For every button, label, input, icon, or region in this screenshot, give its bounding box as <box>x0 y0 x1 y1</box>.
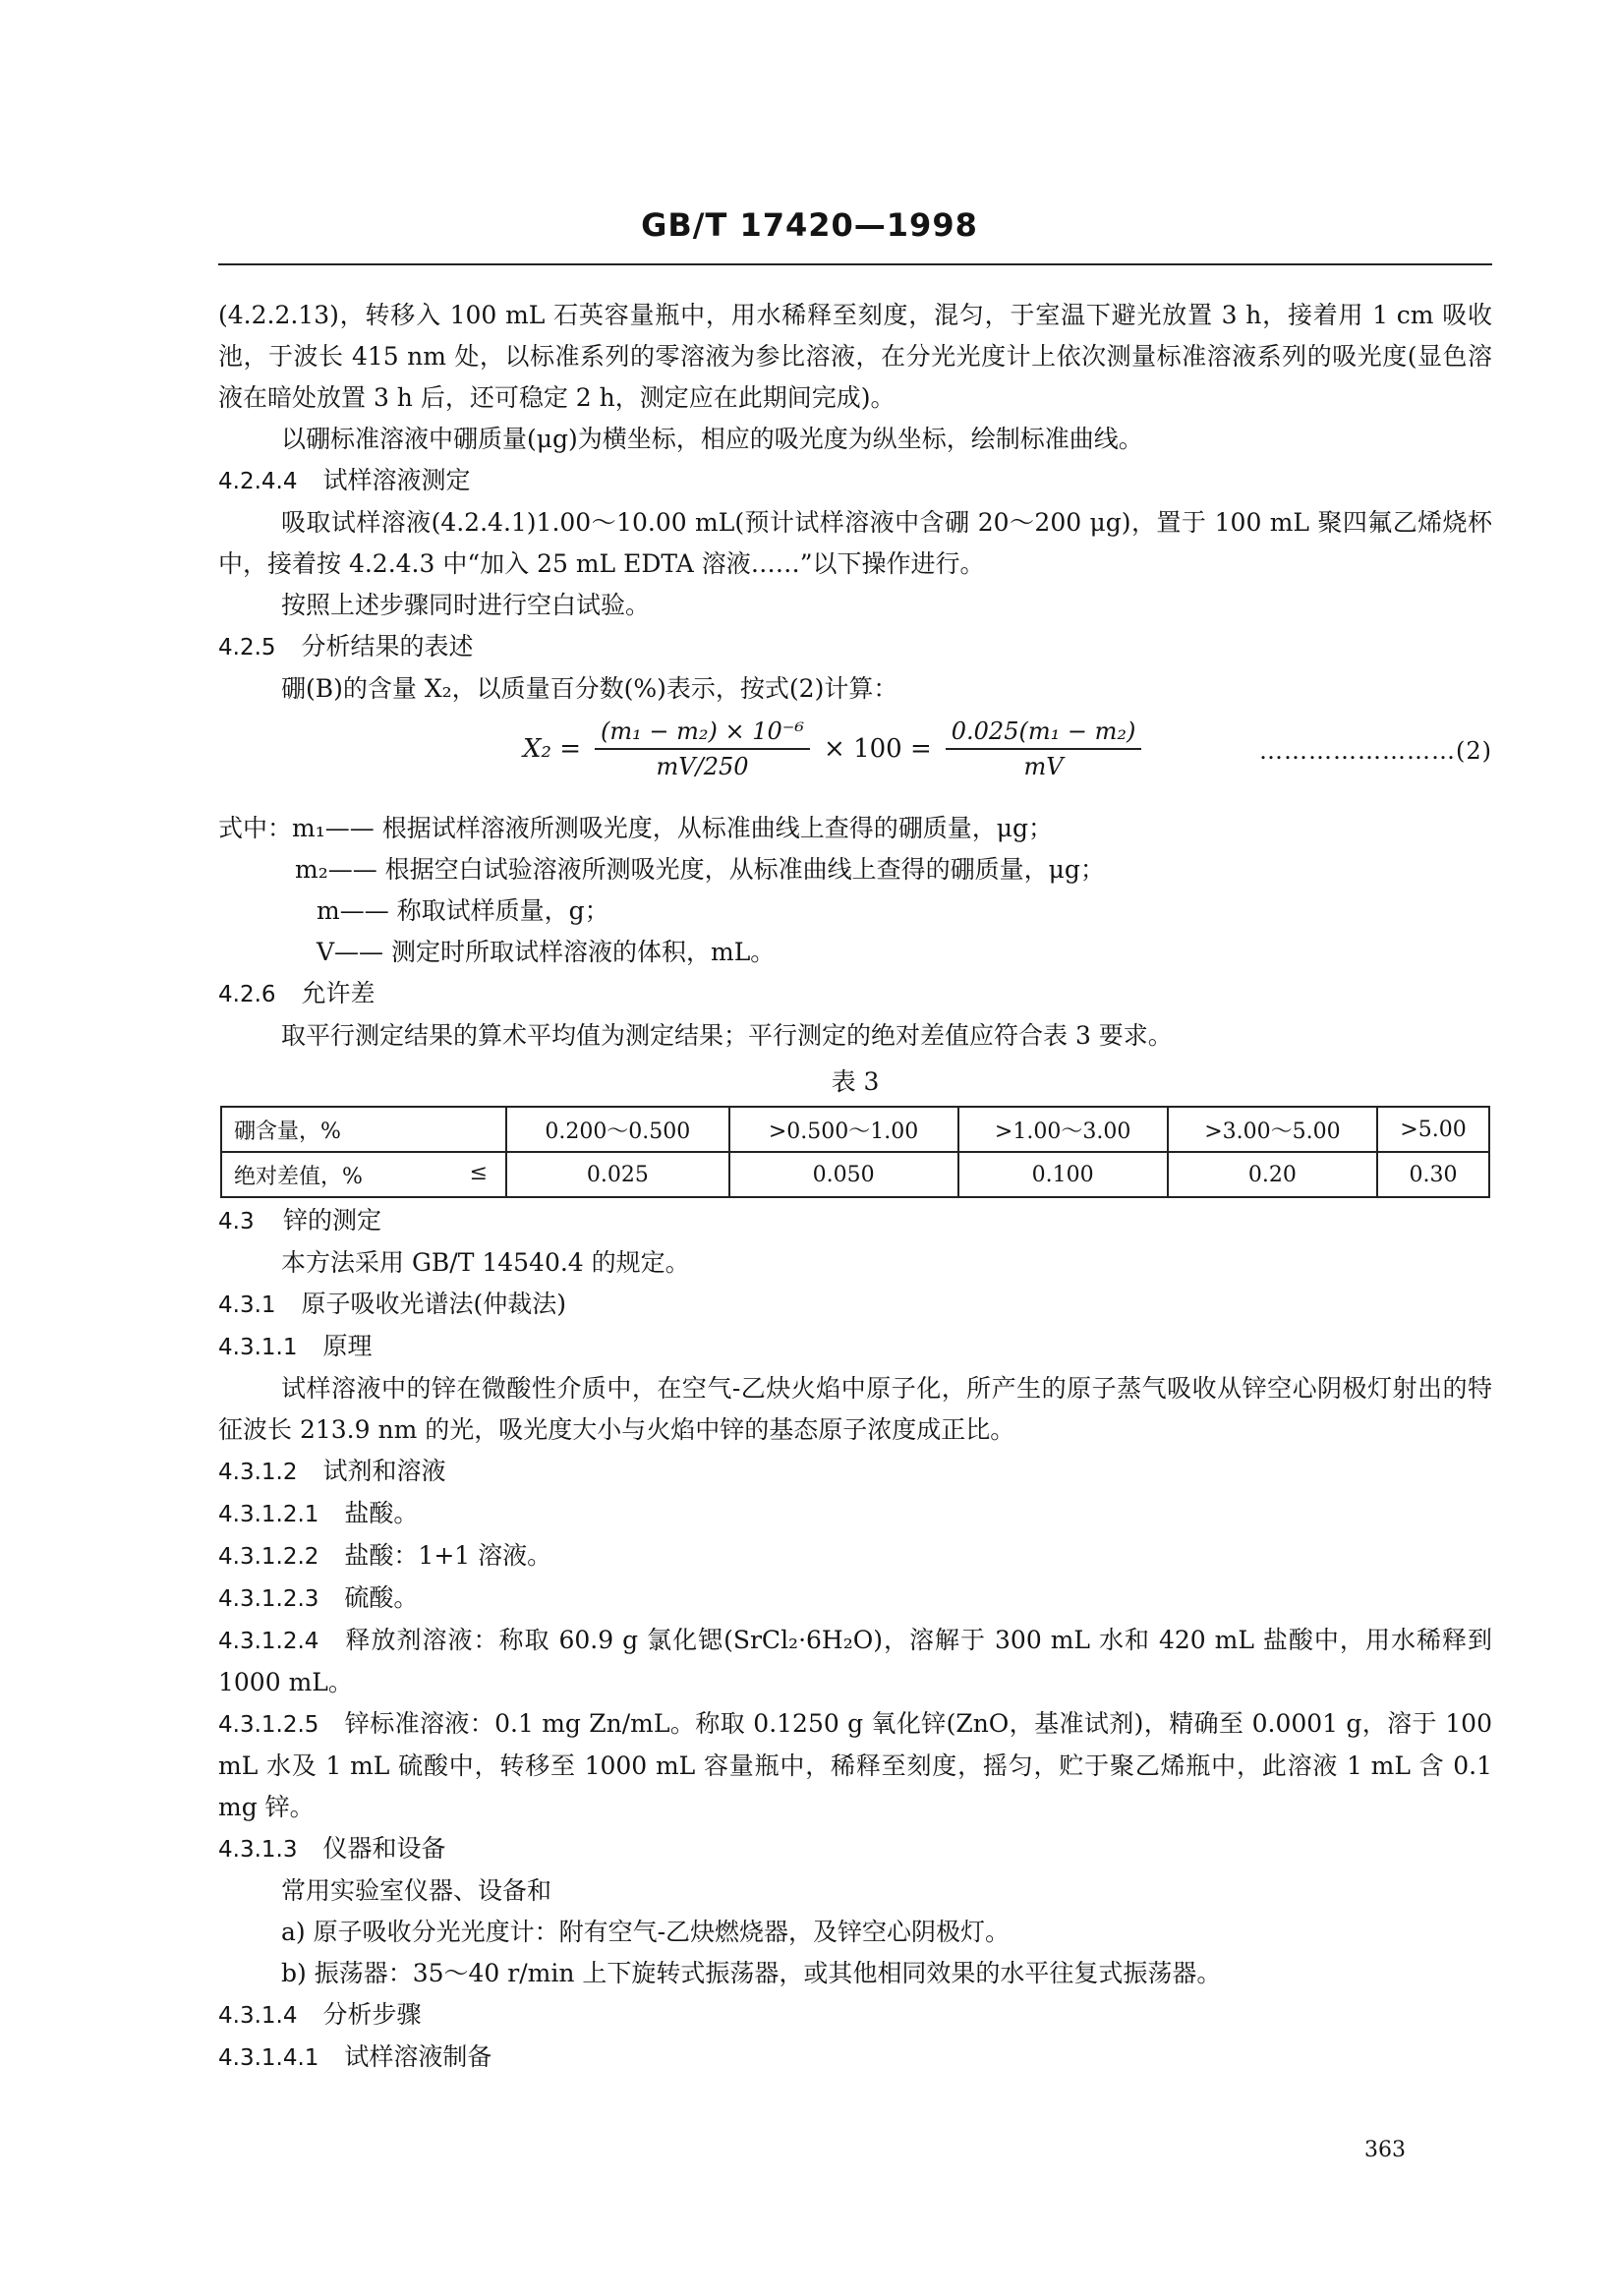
table-3 <box>220 1106 1490 1198</box>
fraction-2-denominator: mV <box>1023 753 1064 780</box>
paragraph-p4: 按照上述步骤同时进行空白试验。 <box>281 591 651 619</box>
heading-number: 4.3 <box>218 1209 255 1234</box>
item-number: 4.3.1.2.5 <box>218 1712 319 1738</box>
heading-text: 分析步骤 <box>322 2000 422 2029</box>
fraction-2-numerator: 0.025(m₁ − m₂) <box>946 718 1142 750</box>
table-cell: 0.100 <box>958 1152 1168 1197</box>
paragraph-p9: 常用实验室仪器、设备和 <box>281 1876 552 1905</box>
formula-lhs: X₂ = <box>523 734 581 764</box>
heading-number: 4.3.1.3 <box>218 1837 298 1863</box>
item-text: 锌标准溶液：0.1 mg Zn/mL。称取 0.1250 g 氧化锌(ZnO，基准试剂)，精确至 0.0001 g，溶于 100 mL 水及 1 mL 硫酸中，转移至 1000 mL 容量瓶中，稀释至刻度，摇匀，贮于聚乙烯瓶中，此溶液 1 mL 含 0.1 mg 锌。 <box>218 1709 1492 1821</box>
where-lead: 式中： <box>218 814 293 842</box>
heading-4-3-1-2-1 <box>218 1493 1492 1535</box>
heading-4-3 <box>218 1200 1492 1242</box>
item-number: 4.3.1.2.4 <box>218 1629 319 1654</box>
heading-text: 锌的测定 <box>283 1206 382 1234</box>
paragraph-p1: (4.2.2.13)，转移入 100 mL 石英容量瓶中，用水稀释至刻度，混匀，于室温下避光放置 3 h，接着用 1 cm 吸收池，于波长 415 nm 处，以标准系列的零溶液为参比溶液，在分光光度计上依次测量标准溶液系列的吸光度(显色溶液在暗处放置 3 h 后，还可稳定 2 h，测定应在此期间完成)。 <box>218 301 1492 412</box>
table-3-caption: 表 3 <box>831 1067 880 1096</box>
formula-2 <box>218 712 1492 802</box>
heading-text: 仪器和设备 <box>322 1834 446 1863</box>
table-label-boron-content: 硼含量，% <box>221 1107 506 1152</box>
table-row-boron-content <box>221 1107 1489 1152</box>
formula-where-v: V—— 测定时所取试样溶液的体积，mL。 <box>317 938 776 966</box>
list-item-a: a) 原子吸收分光光度计：附有空气-乙炔燃烧器，及锌空心阴极灯。 <box>281 1918 1011 1946</box>
table-cell: >3.00～5.00 <box>1168 1107 1377 1152</box>
less-equal-sign: ≤ <box>469 1161 488 1185</box>
equation-number: ……………………(2) <box>1259 737 1492 765</box>
table-label-absolute-difference <box>221 1152 506 1197</box>
heading-number: 4.3.1.2 <box>218 1460 298 1485</box>
item-4-3-1-2-4 <box>218 1620 1492 1703</box>
row-label-text: 绝对差值，% <box>234 1164 363 1189</box>
heading-text: 试样溶液测定 <box>322 466 471 494</box>
table-cell: 0.050 <box>729 1152 958 1197</box>
heading-text: 分析结果的表述 <box>301 632 474 660</box>
formula-where-m: m—— 称取试样质量，g； <box>317 896 609 925</box>
heading-text: 硫酸。 <box>344 1583 419 1612</box>
paragraph-p6: 取平行测定结果的算术平均值为测定结果；平行测定的绝对差值应符合表 3 要求。 <box>281 1021 1173 1050</box>
heading-text: 试样溶液制备 <box>344 2042 492 2071</box>
heading-number: 4.3.1.2.3 <box>218 1586 319 1612</box>
heading-4-2-5 <box>218 626 1492 668</box>
heading-number: 4.3.1 <box>218 1292 276 1318</box>
heading-number: 4.3.1.1 <box>218 1335 298 1360</box>
heading-4-2-6 <box>218 973 1492 1015</box>
heading-text: 试剂和溶液 <box>322 1457 446 1485</box>
standard-number-header: GB/T 17420—1998 <box>641 206 978 244</box>
formula-fraction-1 <box>595 718 810 780</box>
heading-text: 原理 <box>322 1332 373 1360</box>
paragraph-p5: 硼(B)的含量 X₂，以质量百分数(%)表示，按式(2)计算： <box>281 674 898 703</box>
heading-text: 允许差 <box>301 979 376 1007</box>
table-cell: >5.00 <box>1377 1107 1489 1152</box>
header-rule <box>218 263 1492 265</box>
heading-4-3-1-4-1 <box>218 2037 1492 2079</box>
table-cell: 0.200～0.500 <box>506 1107 729 1152</box>
heading-4-3-1-2-3 <box>218 1578 1492 1620</box>
heading-4-3-1-4 <box>218 1994 1492 2037</box>
heading-4-3-1 <box>218 1284 1492 1326</box>
table-row-absolute-difference <box>221 1152 1489 1197</box>
table-cell: 0.025 <box>506 1152 729 1197</box>
heading-number: 4.3.1.4.1 <box>218 2045 319 2071</box>
heading-number: 4.3.1.2.2 <box>218 1544 319 1570</box>
heading-text: 盐酸。 <box>344 1499 419 1527</box>
table-cell: >1.00～3.00 <box>958 1107 1168 1152</box>
heading-number: 4.3.1.2.1 <box>218 1502 319 1527</box>
heading-4-3-1-3 <box>218 1828 1492 1870</box>
paragraph-p2: 以硼标准溶液中硼质量(μg)为横坐标，相应的吸光度为纵坐标，绘制标准曲线。 <box>281 425 1143 453</box>
heading-number: 4.2.5 <box>218 635 276 660</box>
paragraph-p8: 试样溶液中的锌在微酸性介质中，在空气-乙炔火焰中原子化，所产生的原子蒸气吸收从锌空心阴极灯射出的特征波长 213.9 nm 的光，吸光度大小与火焰中锌的基态原子浓度成正比。 <box>218 1374 1492 1444</box>
page-number: 363 <box>1364 2138 1406 2162</box>
fraction-1-denominator: mV/250 <box>656 753 749 780</box>
table-cell: >0.500～1.00 <box>729 1107 958 1152</box>
paragraph-p3: 吸取试样溶液(4.2.4.1)1.00～10.00 mL(预计试样溶液中含硼 20～200 μg)，置于 100 mL 聚四氟乙烯烧杯中，接着按 4.2.4.3 中“加入 25 mL EDTA 溶液……”以下操作进行。 <box>218 508 1492 578</box>
heading-text: 盐酸：1+1 溶液。 <box>344 1541 552 1570</box>
heading-4-3-1-1 <box>218 1326 1492 1368</box>
table-cell: 0.30 <box>1377 1152 1489 1197</box>
heading-4-2-4-4 <box>218 460 1492 502</box>
heading-number: 4.2.6 <box>218 982 276 1007</box>
paragraph-p7: 本方法采用 GB/T 14540.4 的规定。 <box>281 1248 690 1277</box>
item-4-3-1-2-5 <box>218 1703 1492 1828</box>
heading-number: 4.3.1.4 <box>218 2003 298 2029</box>
heading-4-3-1-2 <box>218 1451 1492 1493</box>
heading-number: 4.2.4.4 <box>218 469 298 494</box>
page-body <box>218 295 1492 2079</box>
fraction-1-numerator: (m₁ − m₂) × 10⁻⁶ <box>595 718 810 750</box>
heading-text: 原子吸收光谱法(仲裁法) <box>301 1290 567 1318</box>
item-text: 释放剂溶液：称取 60.9 g 氯化锶(SrCl₂·6H₂O)，溶解于 300 mL 水和 420 mL 盐酸中，用水稀释到 1000 mL。 <box>218 1626 1492 1696</box>
list-item-b: b) 振荡器：35～40 r/min 上下旋转式振荡器，或其他相同效果的水平往复式振荡器。 <box>281 1959 1222 1987</box>
formula-where-m1 <box>218 808 1492 849</box>
formula-times-100: × 100 = <box>824 734 932 764</box>
formula-where-m2: m₂—— 根据空白试验溶液所测吸光度，从标准曲线上查得的硼质量，μg； <box>295 855 1105 884</box>
table-cell: 0.20 <box>1168 1152 1377 1197</box>
heading-4-3-1-2-2 <box>218 1535 1492 1578</box>
formula-fraction-2 <box>946 718 1142 780</box>
where-m1-text: m₁—— 根据试样溶液所测吸光度，从标准曲线上查得的硼质量，μg； <box>292 814 1053 842</box>
